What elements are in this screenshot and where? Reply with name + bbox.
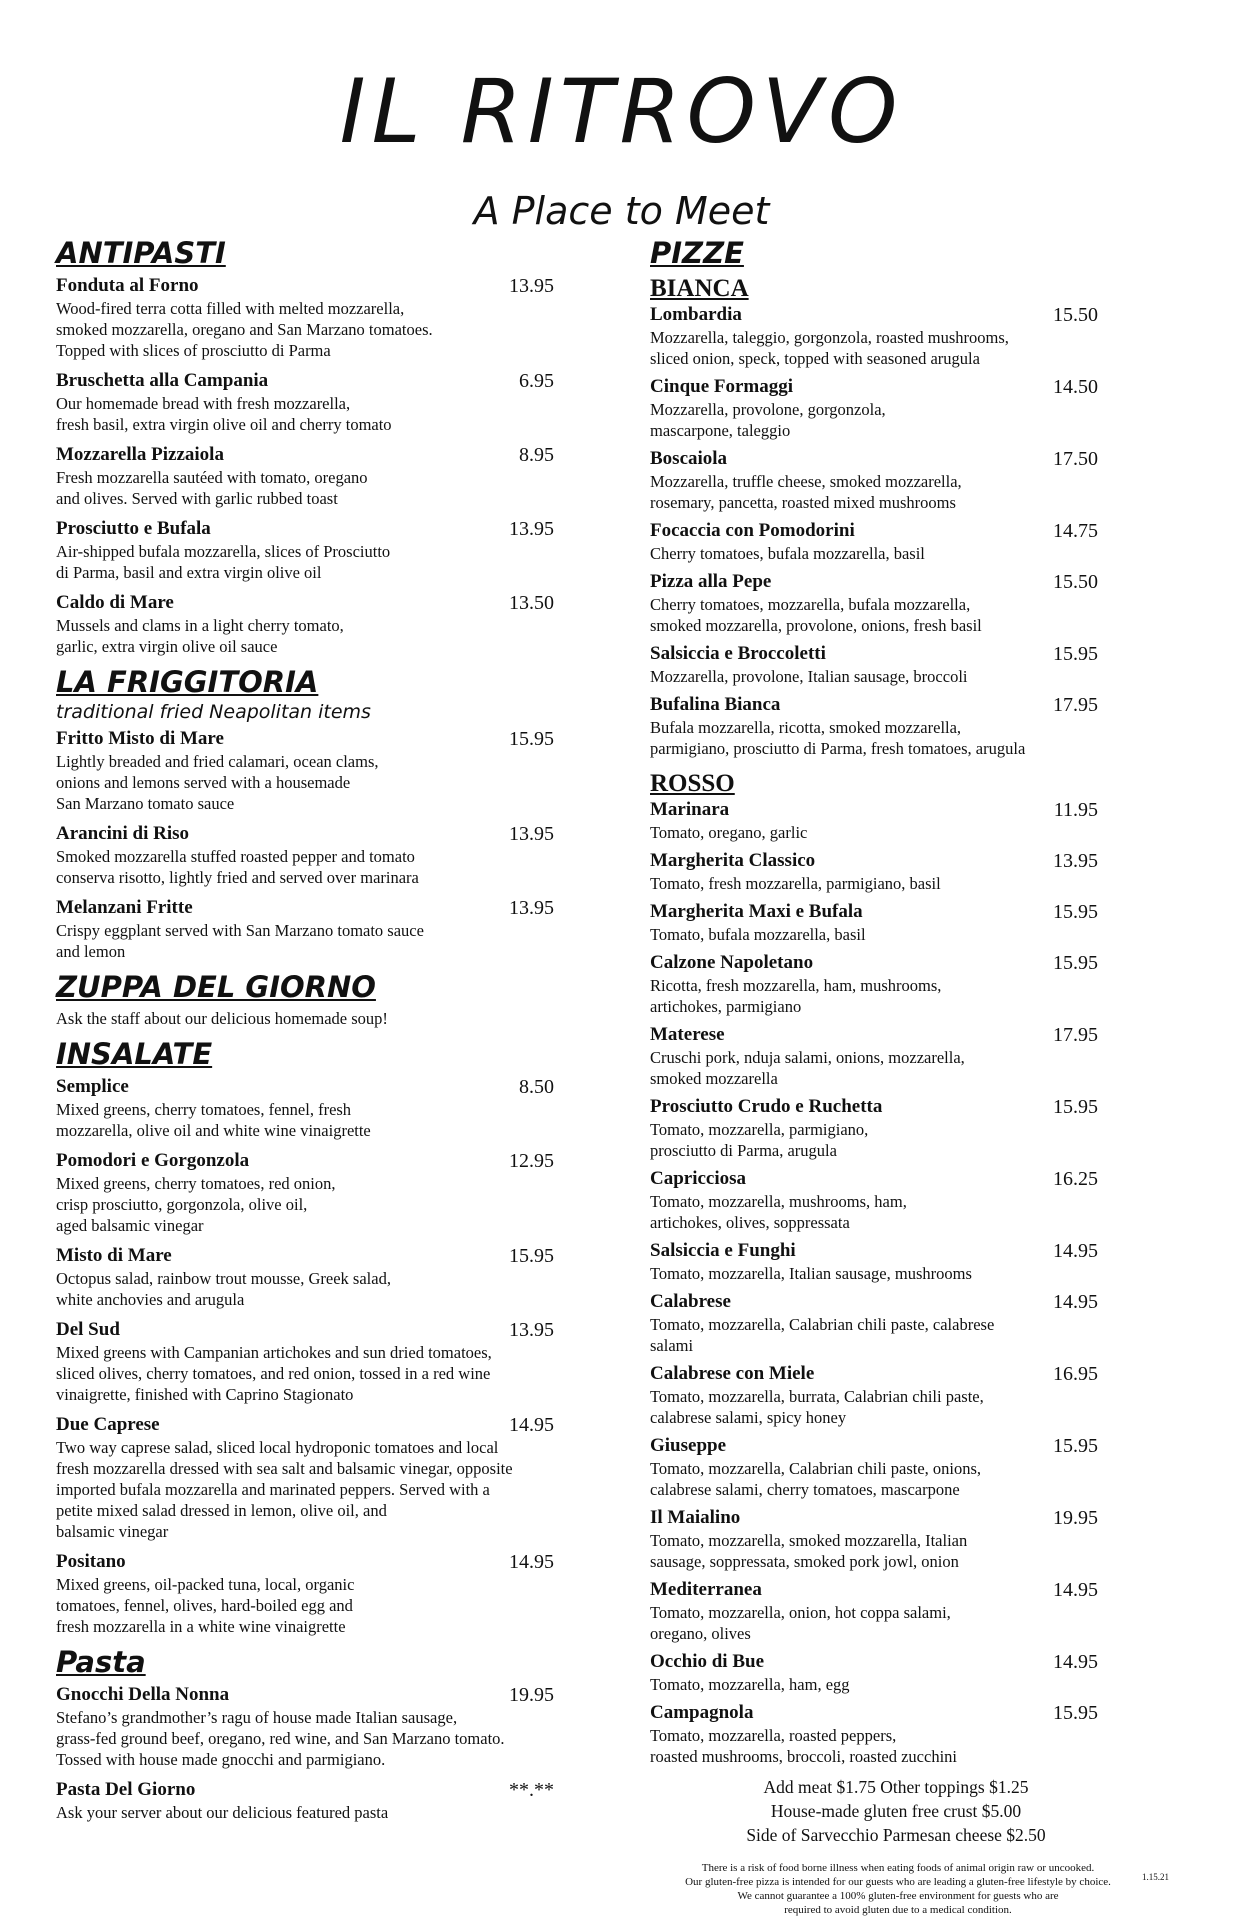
menu-item-header (56, 274, 554, 298)
menu-item-name: Calabrese con Miele (650, 1363, 815, 1384)
menu-item-name: Il Maialino (650, 1507, 741, 1528)
menu-item-price: 13.95 (1053, 850, 1098, 872)
menu-item-price: 13.95 (509, 1319, 554, 1341)
pizza-addons (686, 1775, 1106, 1847)
menu-item-name: Due Caprese (56, 1414, 160, 1435)
menu-item-description: Smoked mozzarella stuffed roasted pepper and tomato conserva risotto, lightly fried and served over marinara (56, 847, 419, 887)
menu-item-header (650, 1167, 1098, 1191)
addon-line: Add meat $1.75 Other toppings $1.25 (763, 1777, 1029, 1797)
menu-item-description: Ask your server about our delicious featured pasta (56, 1803, 389, 1822)
menu-item-description: Cherry tomatoes, mozzarella, bufala mozzarella, smoked mozzarella, provolone, onions, fresh basil (650, 595, 982, 635)
menu-item-header (56, 591, 554, 615)
menu-item-description: Cherry tomatoes, bufala mozzarella, basil (650, 544, 925, 563)
menu-item (650, 1506, 1190, 1572)
menu-item-name: Fritto Misto di Mare (56, 728, 224, 749)
menu-item-header (56, 1244, 554, 1268)
menu-item-price: 13.95 (509, 897, 554, 919)
menu-item-header (650, 303, 1098, 327)
menu-item (650, 570, 1190, 636)
menu-item-name: Misto di Mare (56, 1245, 172, 1266)
menu-item-price: 12.95 (509, 1150, 554, 1172)
menu-item (56, 1778, 586, 1823)
menu-item (650, 1362, 1190, 1428)
menu-item-description: Tomato, mozzarella, roasted peppers, roasted mushrooms, broccoli, roasted zucchini (650, 1726, 957, 1766)
menu-item (56, 1075, 586, 1141)
menu-item (650, 1290, 1190, 1356)
menu-item-header (650, 1650, 1098, 1674)
menu-item-name: Salsiccia e Funghi (650, 1240, 796, 1261)
restaurant-tagline: A Place to Meet (473, 189, 770, 233)
menu-item-description: Tomato, mozzarella, Calabrian chili paste, calabrese salami (650, 1315, 995, 1355)
menu-item-description: Tomato, mozzarella, parmigiano, prosciutto di Parma, arugula (650, 1120, 869, 1160)
menu-item-description: Bufala mozzarella, ricotta, smoked mozzarella, parmigiano, prosciutto di Parma, fresh tomatoes, arugula (650, 718, 1026, 758)
menu-item-description: Air-shipped bufala mozzarella, slices of Prosciutto di Parma, basil and extra virgin olive oil (56, 542, 391, 582)
menu-item (650, 1095, 1190, 1161)
menu-item-description: Octopus salad, rainbow trout mousse, Greek salad, white anchovies and arugula (56, 1269, 391, 1309)
menu-item (56, 1413, 586, 1542)
menu-item-price: 13.50 (509, 592, 554, 614)
menu-item-price: 15.95 (1053, 643, 1098, 665)
menu-item-description: Tomato, mozzarella, mushrooms, ham, artichokes, olives, soppressata (650, 1192, 907, 1232)
menu-item-header (650, 951, 1098, 975)
menu-item-name: Prosciutto e Bufala (56, 518, 211, 539)
menu-item-description: Mussels and clams in a light cherry tomato, garlic, extra virgin olive oil sauce (56, 616, 344, 656)
friggitoria-list (56, 727, 586, 962)
menu-item-description: Tomato, mozzarella, Calabrian chili paste, onions, calabrese salami, cherry tomatoes, mascarpone (650, 1459, 982, 1499)
menu-item-description: Mozzarella, provolone, gorgonzola, mascarpone, taleggio (650, 400, 886, 440)
version-code: 1.15.21 (1142, 1872, 1169, 1882)
menu-item-name: Capricciosa (650, 1168, 747, 1189)
menu-item-price: 13.95 (509, 823, 554, 845)
menu-item (56, 727, 586, 814)
menu-item (650, 303, 1190, 369)
menu-item (650, 1167, 1190, 1233)
menu-item-price: 16.25 (1053, 1168, 1098, 1190)
menu-item-price: 8.50 (519, 1076, 554, 1098)
menu-item (650, 900, 1190, 945)
menu-item (56, 517, 586, 583)
menu-item-price: 17.95 (1053, 694, 1098, 716)
menu-item-description: Our homemade bread with fresh mozzarella, fresh basil, extra virgin olive oil and cherry tomato (56, 394, 392, 434)
menu-item-description: Tomato, mozzarella, burrata, Calabrian chili paste, calabrese salami, spicy honey (650, 1387, 984, 1427)
menu-item-name: Prosciutto Crudo e Ruchetta (650, 1096, 883, 1117)
menu-item-price: 15.95 (1053, 901, 1098, 923)
menu-item (650, 951, 1190, 1017)
menu-item-name: Salsiccia e Broccoletti (650, 643, 826, 664)
insalate-list (56, 1075, 586, 1637)
menu-item-price: 6.95 (519, 370, 554, 392)
menu-item-price: 15.95 (1053, 1096, 1098, 1118)
menu-item-price: 14.95 (1053, 1291, 1098, 1313)
menu-item-name: Marinara (650, 799, 730, 820)
menu-item-price: 15.50 (1053, 571, 1098, 593)
menu-item-header (56, 1075, 554, 1099)
menu-item-name: Materese (650, 1024, 725, 1045)
menu-item-header (650, 1023, 1098, 1047)
menu-item-header (650, 1362, 1098, 1386)
menu-item-header (650, 798, 1098, 822)
menu-item-name: Bufalina Bianca (650, 694, 781, 715)
menu-item-price: 15.95 (509, 728, 554, 750)
menu-item (56, 1149, 586, 1236)
menu-item-name: Margherita Maxi e Bufala (650, 901, 863, 922)
menu-item-description: Tomato, mozzarella, Italian sausage, mushrooms (650, 1264, 972, 1283)
menu-item-price: 14.95 (509, 1551, 554, 1573)
menu-item (650, 1650, 1190, 1695)
menu-item-price: 13.95 (509, 518, 554, 540)
menu-item-name: Pomodori e Gorgonzola (56, 1150, 250, 1171)
menu-item-header (56, 896, 554, 920)
menu-item-name: Bruschetta alla Campania (56, 370, 269, 391)
menu-item-description: Mixed greens, cherry tomatoes, fennel, fresh mozzarella, olive oil and white wine vinaigrette (56, 1100, 371, 1140)
menu-item-description: Ricotta, fresh mozzarella, ham, mushrooms, artichokes, parmigiano (650, 976, 942, 1016)
menu-item-name: Semplice (56, 1076, 129, 1097)
menu-item-description: Tomato, oregano, garlic (650, 823, 808, 842)
menu-item-name: Pizza alla Pepe (650, 571, 772, 592)
menu-item-header (56, 443, 554, 467)
menu-item-header (650, 900, 1098, 924)
menu-item (56, 1318, 586, 1405)
menu-item-price: 15.95 (1053, 1702, 1098, 1724)
menu-item-price: 19.95 (1053, 1507, 1098, 1529)
menu-item-price: 17.50 (1053, 448, 1098, 470)
bianca-heading: BIANCA (650, 275, 749, 302)
friggitoria-tagline: traditional fried Neapolitan items (56, 701, 371, 723)
menu-item-description: Fresh mozzarella sautéed with tomato, oregano and olives. Served with garlic rubbed toast (56, 468, 368, 508)
menu-item (650, 798, 1190, 843)
menu-item-header (650, 570, 1098, 594)
menu-item-header (56, 369, 554, 393)
menu-item (650, 1578, 1190, 1644)
allergy-disclaimer: There is a risk of food borne illness when eating foods of animal origin raw or uncooked. Our gluten-free pizza is intended for our guests who are leading a gluten-free lifestyle by choice. We cannot guarantee a 100% gluten-free environment for guests who are required to avoid gluten due to a medical condition. (685, 1862, 1111, 1916)
menu-item (650, 693, 1190, 759)
menu-item-header (56, 1413, 554, 1437)
menu-item-price: 16.95 (1053, 1363, 1098, 1385)
menu-item-description: Tomato, fresh mozzarella, parmigiano, basil (650, 874, 941, 893)
menu-item-price: 14.95 (1053, 1651, 1098, 1673)
menu-item-description: Tomato, bufala mozzarella, basil (650, 925, 866, 944)
menu-item-name: Melanzani Fritte (56, 897, 193, 918)
restaurant-name: IL RITROVO (339, 60, 904, 163)
right-column (650, 232, 1190, 1917)
menu-item-header (650, 1701, 1098, 1725)
menu-item-description: Mozzarella, truffle cheese, smoked mozzarella, rosemary, pancetta, roasted mixed mushrooms (650, 472, 962, 512)
menu-item-description: Mozzarella, taleggio, gorgonzola, roasted mushrooms, sliced onion, speck, topped with seasoned arugula (650, 328, 1009, 368)
menu-item-header (650, 519, 1098, 543)
menu-item-price: 14.95 (1053, 1579, 1098, 1601)
menu-item-price: 14.50 (1053, 376, 1098, 398)
menu-item-price: 15.95 (509, 1245, 554, 1267)
menu-item-name: Giuseppe (650, 1435, 727, 1456)
menu-item-header (650, 1095, 1098, 1119)
menu-item (650, 1701, 1190, 1767)
menu-item-name: Cinque Formaggi (650, 376, 794, 397)
menu-item-header (650, 1290, 1098, 1314)
menu-item-description: Mixed greens, oil-packed tuna, local, organic tomatoes, fennel, olives, hard-boiled egg and fresh mozzarella in a white wine vinaigrette (56, 1575, 355, 1636)
pasta-heading: Pasta (56, 1645, 146, 1679)
menu-item (56, 274, 586, 361)
menu-item-header (56, 1149, 554, 1173)
bianca-list (650, 303, 1190, 759)
rosso-heading: ROSSO (650, 770, 735, 797)
friggitoria-heading: LA FRIGGITORIA (56, 665, 319, 699)
menu-item-header (650, 1578, 1098, 1602)
menu-item-name: Mediterranea (650, 1579, 762, 1600)
menu-item-name: Pasta Del Giorno (56, 1779, 196, 1800)
menu-item (650, 849, 1190, 894)
menu-item-name: Lombardia (650, 304, 742, 325)
menu-item-description: Tomato, mozzarella, smoked mozzarella, Italian sausage, soppressata, smoked pork jowl, onion (650, 1531, 968, 1571)
menu-item (650, 642, 1190, 687)
menu-item-header (650, 1434, 1098, 1458)
menu-item-header (650, 693, 1098, 717)
menu-item-name: Focaccia con Pomodorini (650, 520, 855, 541)
menu-item-header (56, 1778, 554, 1802)
menu-item-header (56, 1683, 554, 1707)
addon-line: House-made gluten free crust $5.00 (770, 1801, 1022, 1821)
menu-item-price: 15.50 (1053, 304, 1098, 326)
menu-item-price: 8.95 (519, 444, 554, 466)
menu-item (56, 822, 586, 888)
menu-item-price: 17.95 (1053, 1024, 1098, 1046)
menu-item-description: Cruschi pork, nduja salami, onions, mozzarella, smoked mozzarella (650, 1048, 965, 1088)
menu-item-name: Fonduta al Forno (56, 275, 199, 296)
menu-item-price: **.** (509, 1779, 554, 1801)
menu-item-header (56, 727, 554, 751)
menu-item-name: Margherita Classico (650, 850, 816, 871)
menu-item-name: Calzone Napoletano (650, 952, 814, 973)
menu-item (650, 1434, 1190, 1500)
menu-item-price: 15.95 (1053, 952, 1098, 974)
menu-item-description: Wood-fired terra cotta filled with melted mozzarella, smoked mozzarella, oregano and San Marzano tomatoes. Topped with slices of prosciutto di Parma (56, 299, 433, 360)
antipasti-heading: ANTIPASTI (56, 236, 226, 270)
menu-item-description: Crispy eggplant served with San Marzano tomato sauce and lemon (56, 921, 424, 961)
menu-item-header (650, 849, 1098, 873)
menu-item-name: Mozzarella Pizzaiola (56, 444, 224, 465)
menu-item (650, 519, 1190, 564)
menu-header (0, 60, 1243, 233)
menu-item (650, 1239, 1190, 1284)
rosso-list (650, 798, 1190, 1767)
menu-item-description: Tomato, mozzarella, onion, hot coppa salami, oregano, olives (650, 1603, 951, 1643)
menu-item-name: Campagnola (650, 1702, 754, 1723)
pasta-list (56, 1683, 586, 1823)
menu-item (56, 1550, 586, 1637)
menu-item (56, 591, 586, 657)
zuppa-note: Ask the staff about our delicious homemade soup! (56, 1009, 388, 1028)
left-column (56, 232, 586, 1831)
pizze-heading: PIZZE (650, 236, 744, 270)
menu-item-name: Occhio di Bue (650, 1651, 765, 1672)
insalate-heading: INSALATE (56, 1037, 213, 1071)
menu-item-name: Arancini di Riso (56, 823, 190, 844)
menu-item-header (650, 375, 1098, 399)
menu-item-price: 11.95 (1053, 799, 1098, 821)
menu-item-header (650, 1239, 1098, 1263)
menu-item-price: 14.75 (1053, 520, 1098, 542)
menu-item-description: Tomato, mozzarella, ham, egg (650, 1675, 850, 1694)
menu-item-price: 13.95 (509, 275, 554, 297)
menu-item-price: 14.95 (1053, 1240, 1098, 1262)
menu-item-name: Calabrese (650, 1291, 731, 1312)
menu-item-name: Boscaiola (650, 448, 728, 469)
menu-item-description: Stefano’s grandmother’s ragu of house made Italian sausage, grass-fed ground beef, oregano, red wine, and San Marzano tomato. Tossed with house made gnocchi and parmigiano. (56, 1708, 505, 1769)
menu-item-header (650, 642, 1098, 666)
menu-item-description: Two way caprese salad, sliced local hydroponic tomatoes and local fresh mozzarella dressed with sea salt and balsamic vinegar, opposite imported bufala mozzarella and marinated peppers. Served with a petite mixed salad dressed in lemon, olive oil, and balsamic vinegar (56, 1438, 513, 1541)
addon-line: Side of Sarvecchio Parmesan cheese $2.50 (746, 1825, 1046, 1845)
menu-item-header (56, 517, 554, 541)
zuppa-heading: ZUPPA DEL GIORNO (56, 970, 376, 1004)
menu-item (56, 369, 586, 435)
menu-item (650, 447, 1190, 513)
menu-item-description: Mixed greens, cherry tomatoes, red onion, crisp prosciutto, gorgonzola, olive oil, aged balsamic vinegar (56, 1174, 336, 1235)
antipasti-list (56, 274, 586, 657)
menu-item (56, 1244, 586, 1310)
menu-item-name: Del Sud (56, 1319, 120, 1340)
menu-item-price: 19.95 (509, 1684, 554, 1706)
menu-item (650, 1023, 1190, 1089)
menu-item (56, 896, 586, 962)
menu-item-header (650, 1506, 1098, 1530)
menu-item-price: 14.95 (509, 1414, 554, 1436)
menu-item-header (56, 1550, 554, 1574)
menu-item-header (56, 822, 554, 846)
menu-item-header (56, 1318, 554, 1342)
menu-item-description: Mixed greens with Campanian artichokes and sun dried tomatoes, sliced olives, cherry tomatoes, and red onion, tossed in a red wine vinaigrette, finished with Caprino Stagionato (56, 1343, 492, 1404)
menu-item-header (650, 447, 1098, 471)
menu-item (56, 443, 586, 509)
menu-item (56, 1683, 586, 1770)
menu-item-name: Gnocchi Della Nonna (56, 1684, 230, 1705)
menu-item-description: Lightly breaded and fried calamari, ocean clams, onions and lemons served with a housemade San Marzano tomato sauce (56, 752, 379, 813)
menu-item-name: Positano (56, 1551, 126, 1572)
menu-item-description: Mozzarella, provolone, Italian sausage, broccoli (650, 667, 968, 686)
menu-item (650, 375, 1190, 441)
menu-item-price: 15.95 (1053, 1435, 1098, 1457)
menu-item-name: Caldo di Mare (56, 592, 174, 613)
